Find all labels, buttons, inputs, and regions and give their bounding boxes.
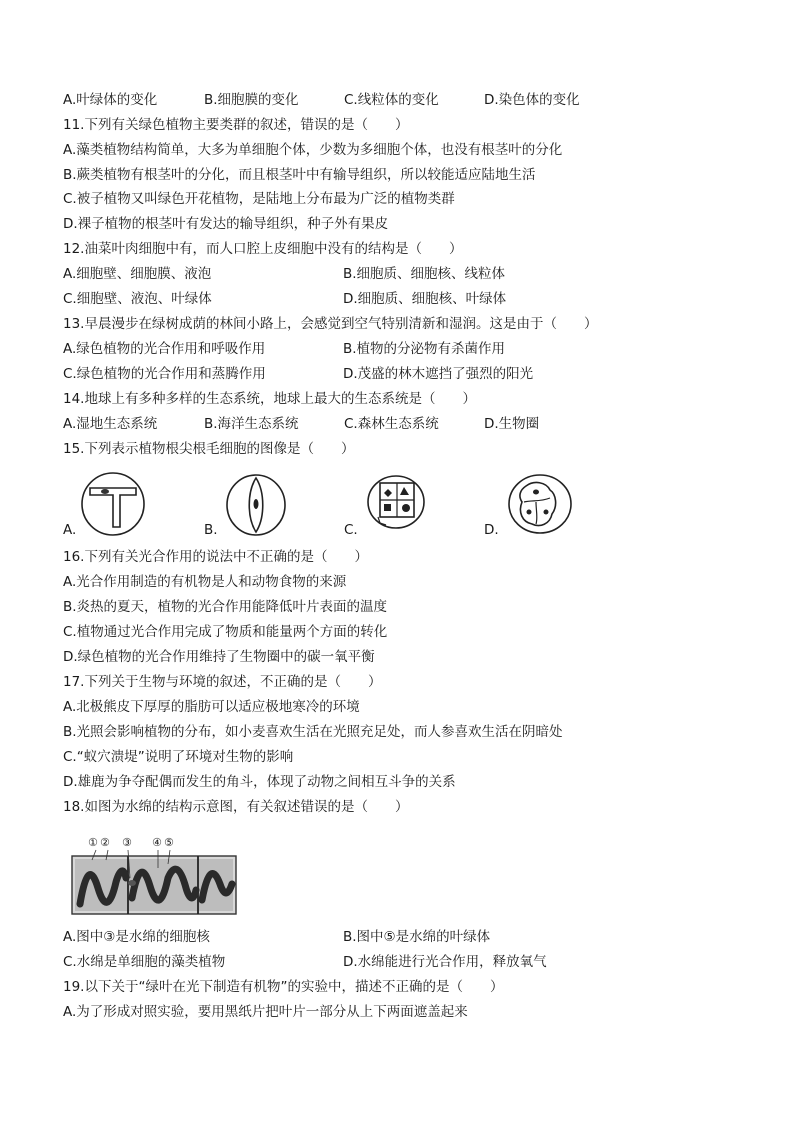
q19-stem: 19.以下关于“绿叶在光下制造有机物”的实验中，描述不正确的是（ ） <box>63 979 504 995</box>
q14-option-b[interactable]: B.海洋生态系统 <box>204 416 299 432</box>
q15-figure-a[interactable] <box>78 470 148 538</box>
q17-option-a[interactable]: A.北极熊皮下厚厚的脂肪可以适应极地寒冷的环境 <box>63 699 360 715</box>
q18-option-c[interactable]: C.水绵是单细胞的藻类植物 <box>63 954 226 970</box>
q11-option-a[interactable]: A.藻类植物结构简单，大多为单细胞个体，少数为多细胞个体，也没有根茎叶的分化 <box>63 142 563 158</box>
q15-option-b[interactable]: B. <box>204 522 218 538</box>
q12-option-a[interactable]: A.细胞壁、细胞膜、液泡 <box>63 266 212 282</box>
q17-option-b[interactable]: B.光照会影响植物的分布，如小麦喜欢生活在光照充足处，而人参喜欢生活在阴暗处 <box>63 724 563 740</box>
q15-figure-c[interactable] <box>364 473 428 533</box>
q13-option-d[interactable]: D.茂盛的林木遮挡了强烈的阳光 <box>343 366 534 382</box>
q19-option-a[interactable]: A.为了形成对照实验，要用黑纸片把叶片一部分从上下两面遮盖起来 <box>63 1004 468 1020</box>
q15-figure-b[interactable] <box>223 472 289 538</box>
q16-stem: 16.下列有关光合作用的说法中不正确的是（ ） <box>63 549 368 565</box>
q10-option-c[interactable]: C.线粒体的变化 <box>344 92 439 108</box>
q16-option-c[interactable]: C.植物通过光合作用完成了物质和能量两个方面的转化 <box>63 624 388 640</box>
q13-stem: 13.早晨漫步在绿树成荫的林间小路上，会感觉到空气特别清新和湿润。这是由于（ ） <box>63 316 598 332</box>
q18-label-2: ② <box>100 836 110 849</box>
q15-option-d[interactable]: D. <box>484 522 499 538</box>
q11-option-b[interactable]: B.蕨类植物有根茎叶的分化，而且根茎叶中有输导组织，所以较能适应陆地生活 <box>63 167 536 183</box>
q18-stem: 18.如图为水绵的结构示意图，有关叙述错误的是（ ） <box>63 799 409 815</box>
q13-option-b[interactable]: B.植物的分泌物有杀菌作用 <box>343 341 506 357</box>
q11-option-c[interactable]: C.被子植物又叫绿色开花植物，是陆地上分布最为广泛的植物类群 <box>63 191 455 207</box>
q12-option-c[interactable]: C.细胞壁、液泡、叶绿体 <box>63 291 212 307</box>
q12-option-d[interactable]: D.细胞质、细胞核、叶绿体 <box>343 291 507 307</box>
q12-stem: 12.油菜叶肉细胞中有，而人口腔上皮细胞中没有的结构是（ ） <box>63 241 463 257</box>
q18-label-1: ① <box>88 836 98 849</box>
q18-option-b[interactable]: B.图中⑤是水绵的叶绿体 <box>343 929 491 945</box>
q16-option-b[interactable]: B.炎热的夏天，植物的光合作用能降低叶片表面的温度 <box>63 599 388 615</box>
q17-option-d[interactable]: D.雄鹿为争夺配偶而发生的角斗，体现了动物之间相互斗争的关系 <box>63 774 456 790</box>
q15-option-a[interactable]: A. <box>63 522 77 538</box>
q18-option-a[interactable]: A.图中③是水绵的细胞核 <box>63 929 210 945</box>
q14-option-d[interactable]: D.生物圈 <box>484 416 540 432</box>
q10-option-d[interactable]: D.染色体的变化 <box>484 92 580 108</box>
q15-option-c[interactable]: C. <box>344 522 358 538</box>
q17-stem: 17.下列关于生物与环境的叙述，不正确的是（ ） <box>63 674 382 690</box>
q11-option-d[interactable]: D.裸子植物的根茎叶有发达的输导组织，种子外有果皮 <box>63 216 389 232</box>
q14-option-a[interactable]: A.湿地生态系统 <box>63 416 158 432</box>
q15-stem: 15.下列表示植物根尖根毛细胞的图像是（ ） <box>63 441 355 457</box>
q13-option-c[interactable]: C.绿色植物的光合作用和蒸腾作用 <box>63 366 266 382</box>
q18-label-5: ⑤ <box>164 836 174 849</box>
q17-option-c[interactable]: C.“蚁穴溃堤”说明了环境对生物的影响 <box>63 749 294 765</box>
q18-label-3: ③ <box>122 836 132 849</box>
q16-option-a[interactable]: A.光合作用制造的有机物是人和动物食物的来源 <box>63 574 347 590</box>
q11-stem: 11.下列有关绿色植物主要类群的叙述，错误的是（ ） <box>63 117 409 133</box>
q14-stem: 14.地球上有多种多样的生态系统，地球上最大的生态系统是（ ） <box>63 391 476 407</box>
q15-figure-d[interactable] <box>506 472 574 536</box>
q10-option-b[interactable]: B.细胞膜的变化 <box>204 92 299 108</box>
q10-option-a[interactable]: A.叶绿体的变化 <box>63 92 158 108</box>
q18-option-d[interactable]: D.水绵能进行光合作用，释放氧气 <box>343 954 547 970</box>
q12-option-b[interactable]: B.细胞质、细胞核、线粒体 <box>343 266 506 282</box>
q18-spirogyra-figure <box>70 838 238 918</box>
q13-option-a[interactable]: A.绿色植物的光合作用和呼吸作用 <box>63 341 266 357</box>
q14-option-c[interactable]: C.森林生态系统 <box>344 416 439 432</box>
q16-option-d[interactable]: D.绿色植物的光合作用维持了生物圈中的碳一氧平衡 <box>63 649 375 665</box>
q18-label-4: ④ <box>152 836 162 849</box>
